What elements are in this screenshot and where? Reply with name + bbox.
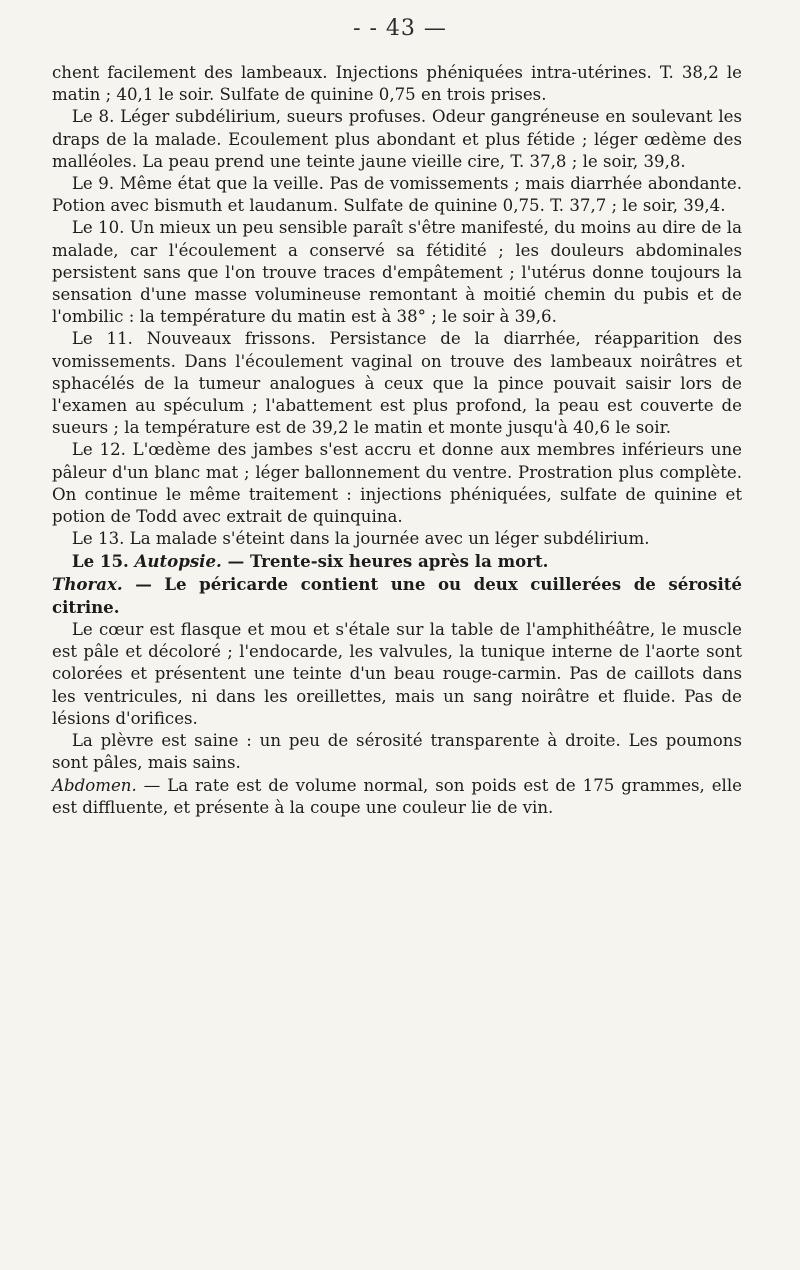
autopsy-lead: Le 15.: [71, 551, 135, 572]
paragraph: Le 13. La malade s'éteint dans la journée avec un léger subdélirium.: [71, 529, 650, 549]
paragraph: Le cœur est flasque et mou et s'étale sur la table de l'amphithéâtre, le muscle est pâle et décoloré ; l'endocarde, les valvules, la tunique interne de l'aorte sont colorées et présentent une teinte d'un beau rouge-carmin. Pas de caillots dans les ventricules, ni dans les oreillettes, mais un sang noirâtre et fluide. Pas de lésions d'orifices.: [52, 620, 742, 728]
thorax-text: — Le péricarde contient une ou deux cuillerées de sérosité citrine.: [52, 573, 742, 617]
paragraph: Le 10. Un mieux un peu sensible paraît s'être manifesté, du moins au dire de la malade, car l'écoulement a conservé sa fétidité ; les douleurs abdominales persistent sans que l'on trouve traces d'empâtement ; l'utérus donne toujours la sensation d'une masse volumineuse remontant à moitié chemin du pubis et de l'ombilic : la température du matin est à 38° ; le soir à 39,6.: [52, 218, 742, 327]
abdomen-text: — La rate est de volume normal, son poids est de 175 grammes, elle est diffluente, et présente à la coupe une couleur lie de vin.: [52, 775, 742, 817]
paragraph: chent facilement des lambeaux. Injections phéniquées intra-utérines. T. 38,2 le matin ; 40,1 le soir. Sulfate de quinine 0,75 en trois prises.: [52, 63, 742, 105]
autopsy-text: — Trente-six heures après la mort.: [221, 551, 549, 572]
autopsy-paragraph: [52, 550, 742, 572]
body-text: [52, 62, 742, 819]
paragraph: Le 12. L'œdème des jambes s'est accru et donne aux membres inférieurs une pâleur d'un blanc mat ; léger ballonnement du ventre. Prostration plus complète. On continue le même traitement : injections phéniquées, sulfate de quinine et potion de Todd avec extrait de quinquina.: [52, 440, 742, 527]
page-number: - - 43 —: [353, 16, 447, 41]
paragraph: La plèvre est saine : un peu de sérosité transparente à droite. Les poumons sont pâles, mais sains.: [52, 731, 742, 773]
paragraph: Le 9. Même état que la veille. Pas de vomissements ; mais diarrhée abondante. Potion avec bismuth et laudanum. Sulfate de quinine 0,75. T. 37,7 ; le soir, 39,4.: [52, 174, 742, 216]
paragraph: Le 11. Nouveaux frissons. Persistance de la diarrhée, réapparition des vomissements. Dans l'écoulement vaginal on trouve des lambeaux noirâtres et sphacélés de la tumeur analogues à ceux que la pince pouvait saisir lors de l'examen au spéculum ; l'abattement est plus profond, la peau est couverte de sueurs ; la température est de 39,2 le matin et monte jusqu'à 40,6 le soir.: [52, 329, 742, 438]
abdomen-paragraph: [52, 775, 742, 819]
thorax-label: Thorax.: [52, 573, 123, 594]
thorax-paragraph: [52, 573, 742, 619]
abdomen-label: Abdomen.: [52, 775, 137, 795]
paragraph: Le 8. Léger subdélirium, sueurs profuses. Odeur gangréneuse en soulevant les draps de la malade. Ecoulement plus abondant et plus fétide ; léger œdème des malléoles. La peau prend une teinte jaune vieille cire, T. 37,8 ; le soir, 39,8.: [52, 107, 742, 171]
autopsy-label: Autopsie.: [134, 551, 222, 572]
